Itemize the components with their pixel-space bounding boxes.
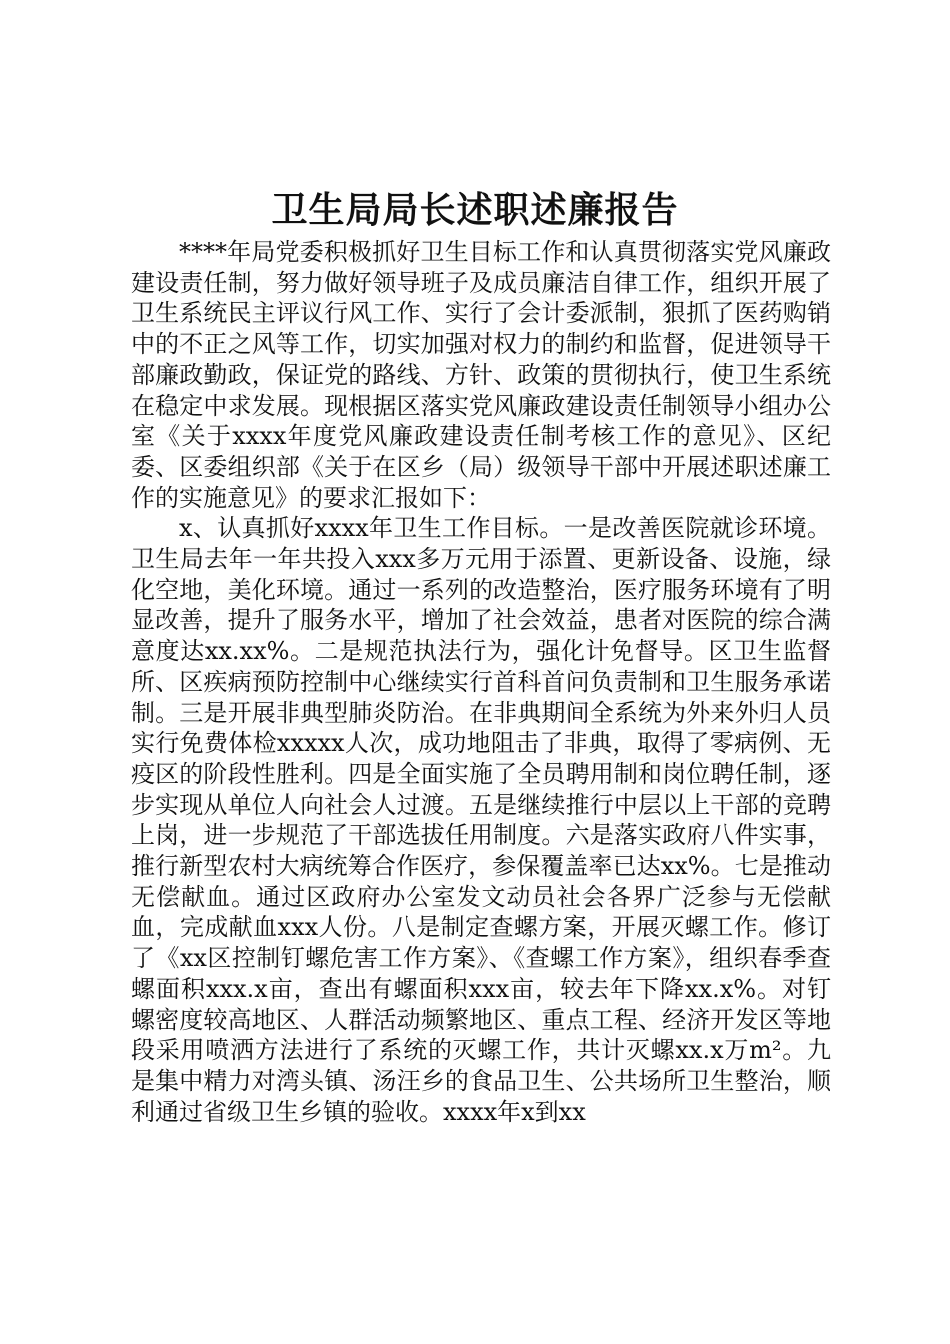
document-title: 卫生局局长述职述廉报告	[271, 189, 679, 231]
section-1-paragraph: x、认真抓好xxxx年卫生工作目标。一是改善医院就诊环境。卫生局去年一年共投入xxx多万元用于添置、更新设备、设施，绿化空地，美化环境。通过一系列的改造整治，医疗服务环境有了明显改善，提升了服务水平，增加了社会效益，患者对医院的综合满意度达xx.xx%。二是规范执法行为，强化计免督导。区卫生监督所、区疾病预防控制中心继续实行首科首问负责制和卫生服务承诺制。三是开展非典型肺炎防治。在非典期间全系统为外来外归人员实行免费体检xxxxx人次，成功地阻击了非典，取得了零病例、无疫区的阶段性胜利。四是全面实施了全员聘用制和岗位聘任制，逐步实现从单位人向社会人过渡。五是继续推行中层以上干部的竞聘上岗，进一步规范了干部选拔任用制度。六是落实政府八件实事，推行新型农村大病统筹合作医疗，参保覆盖率已达xx%。七是推动无偿献血。通过区政府办公室发文动员社会各界广泛参与无偿献血，完成献血xxx人份。八是制定查螺方案，开展灭螺工作。修订了《xx区控制钉螺危害工作方案》、《查螺工作方案》，组织春季查螺面积xxx.x亩，查出有螺面积xxx亩，较去年下降xx.x%。对钉螺密度较高地区、人群活动频繁地区、重点工程、经济开发区等地段采用喷洒方法进行了系统的灭螺工作，共计灭螺xx.x万m²。九是集中精力对湾头镇、汤汪乡的食品卫生、公共场所卫生整治，顺利通过省级卫生乡镇的验收。xxxx年x到xx	[131, 514, 831, 1126]
document-body	[131, 237, 831, 1127]
intro-paragraph: ****年局党委积极抓好卫生目标工作和认真贯彻落实党风廉政建设责任制，努力做好领导班子及成员廉洁自律工作，组织开展了卫生系统民主评议行风工作、实行了会计委派制，狠抓了医药购销中的不正之风等工作，切实加强对权力的制约和监督，促进领导干部廉政勤政，保证党的路线、方针、政策的贯彻执行，使卫生系统在稳定中求发展。现根据区落实党风廉政建设责任制领导小组办公室《关于xxxx年度党风廉政建设责任制考核工作的意见》、区纪委、区委组织部《关于在区乡（局）级领导干部中开展述职述廉工作的实施意见》的要求汇报如下：	[131, 238, 831, 512]
